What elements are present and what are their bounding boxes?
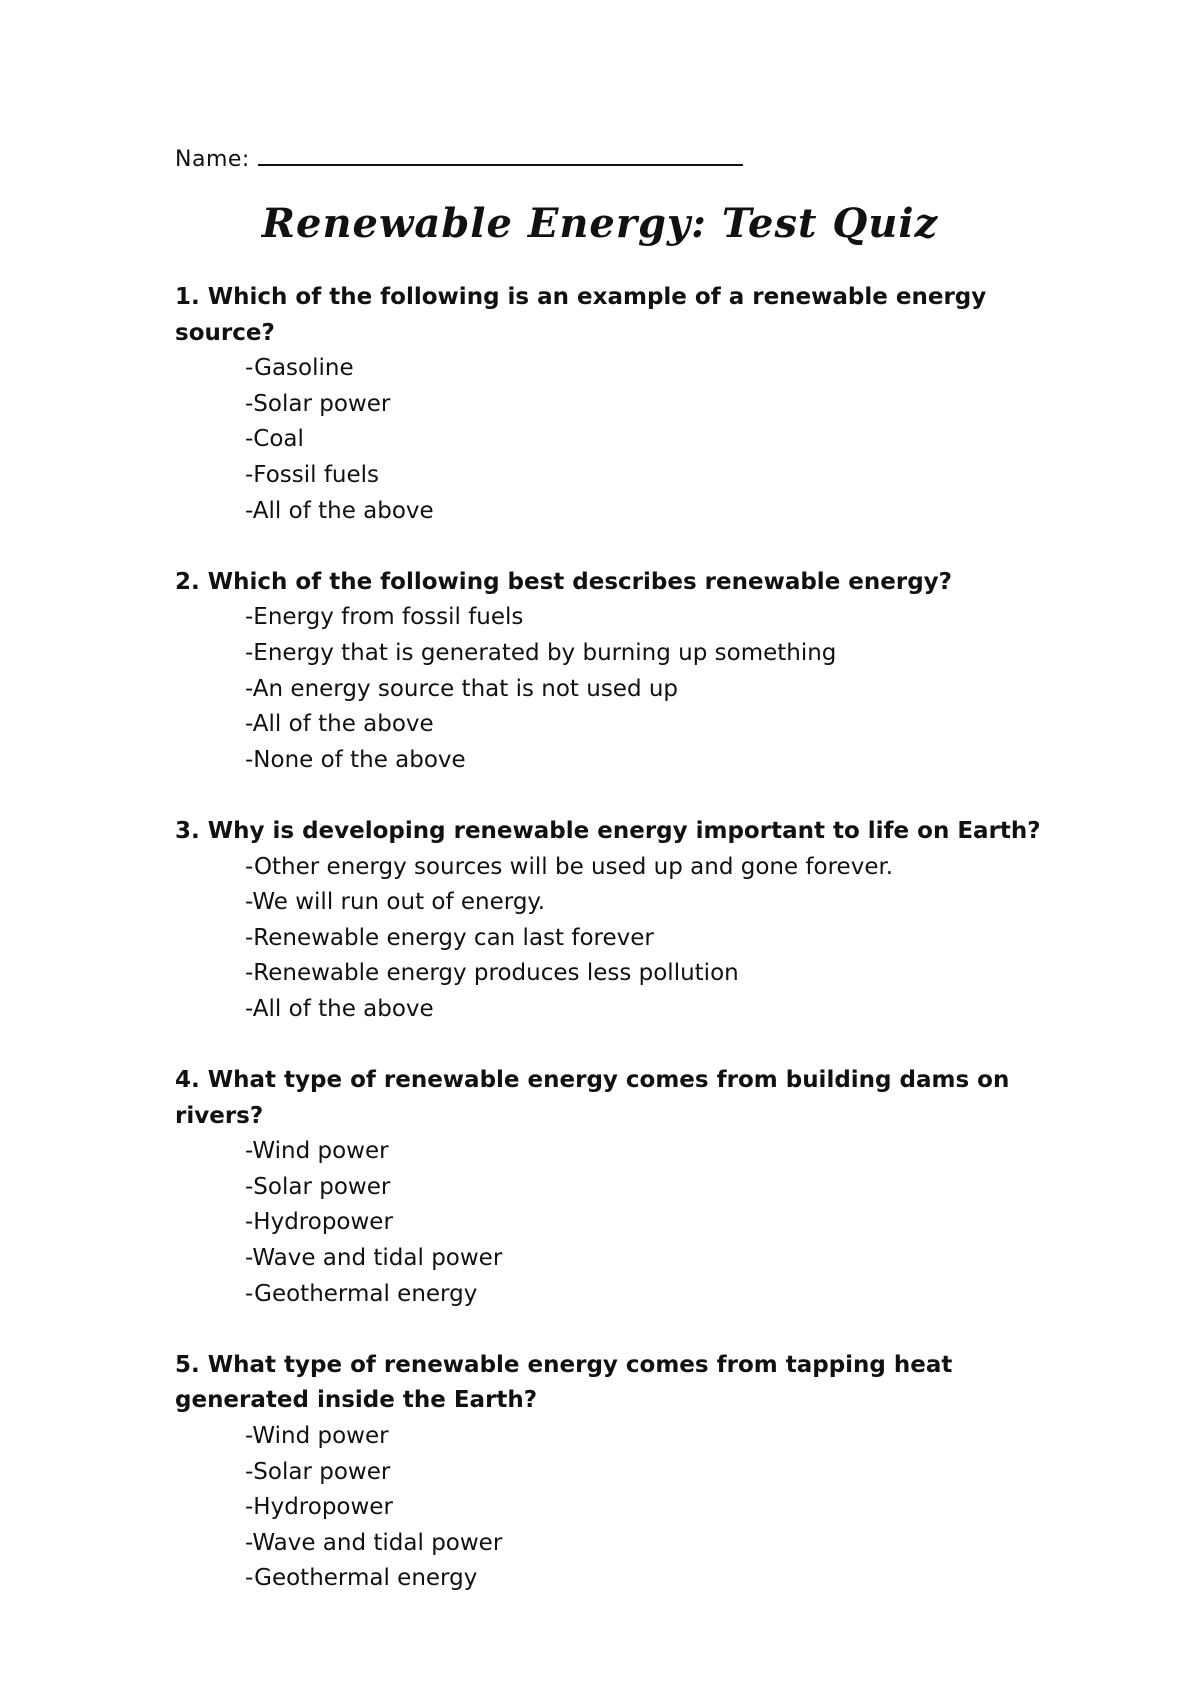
answer-option: -All of the above bbox=[245, 711, 434, 738]
answer-options bbox=[175, 1134, 1055, 1312]
answer-option: -Coal bbox=[245, 426, 304, 453]
question-text: 1. Which of the following is an example of a renewable energy source? bbox=[175, 284, 987, 346]
answer-option: -We will run out of energy. bbox=[245, 889, 546, 916]
answer-option: -Wind power bbox=[245, 1138, 389, 1165]
answer-option: -An energy source that is not used up bbox=[245, 675, 679, 702]
question-list bbox=[175, 280, 1055, 1633]
name-blank-line bbox=[258, 146, 743, 166]
question-text: 2. Which of the following best describes renewable energy? bbox=[175, 568, 953, 595]
page-title: Renewable Energy: Test Quiz bbox=[261, 200, 939, 247]
answer-option: -Renewable energy produces less pollution bbox=[245, 960, 739, 987]
answer-option: -All of the above bbox=[245, 995, 434, 1022]
question-1 bbox=[175, 280, 1055, 529]
answer-options bbox=[175, 351, 1055, 529]
answer-option: -Geothermal energy bbox=[245, 1280, 478, 1307]
answer-option: -Hydropower bbox=[245, 1494, 393, 1521]
question-text: 4. What type of renewable energy comes from building dams on rivers? bbox=[175, 1067, 1010, 1129]
answer-option: -Geothermal energy bbox=[245, 1565, 478, 1592]
answer-options bbox=[175, 600, 1055, 778]
answer-option: -Wave and tidal power bbox=[245, 1529, 503, 1556]
answer-option: -Energy from fossil fuels bbox=[245, 604, 524, 631]
answer-options bbox=[175, 850, 1055, 1028]
answer-option: -None of the above bbox=[245, 746, 466, 773]
question-text: 3. Why is developing renewable energy important to life on Earth? bbox=[175, 817, 1041, 844]
answer-option: -Fossil fuels bbox=[245, 461, 380, 488]
question-4 bbox=[175, 1063, 1055, 1312]
question-3 bbox=[175, 814, 1055, 1028]
answer-option: -Solar power bbox=[245, 390, 391, 417]
question-5 bbox=[175, 1348, 1055, 1597]
answer-option: -Energy that is generated by burning up something bbox=[245, 639, 837, 666]
name-field bbox=[175, 146, 743, 172]
question-2 bbox=[175, 565, 1055, 779]
question-text: 5. What type of renewable energy comes from tapping heat generated inside the Earth? bbox=[175, 1351, 953, 1414]
answer-option: -Hydropower bbox=[245, 1209, 393, 1236]
answer-options bbox=[175, 1419, 1055, 1597]
answer-option: -Wind power bbox=[245, 1423, 389, 1449]
answer-option: -Solar power bbox=[245, 1173, 391, 1200]
answer-option: -Wave and tidal power bbox=[245, 1245, 503, 1272]
answer-option: -All of the above bbox=[245, 497, 434, 524]
answer-option: -Gasoline bbox=[245, 355, 354, 382]
answer-option: -Renewable energy can last forever bbox=[245, 924, 654, 951]
answer-option: -Solar power bbox=[245, 1458, 391, 1485]
name-label: Name: bbox=[175, 147, 250, 172]
answer-option: -Other energy sources will be used up and gone forever. bbox=[245, 853, 894, 880]
